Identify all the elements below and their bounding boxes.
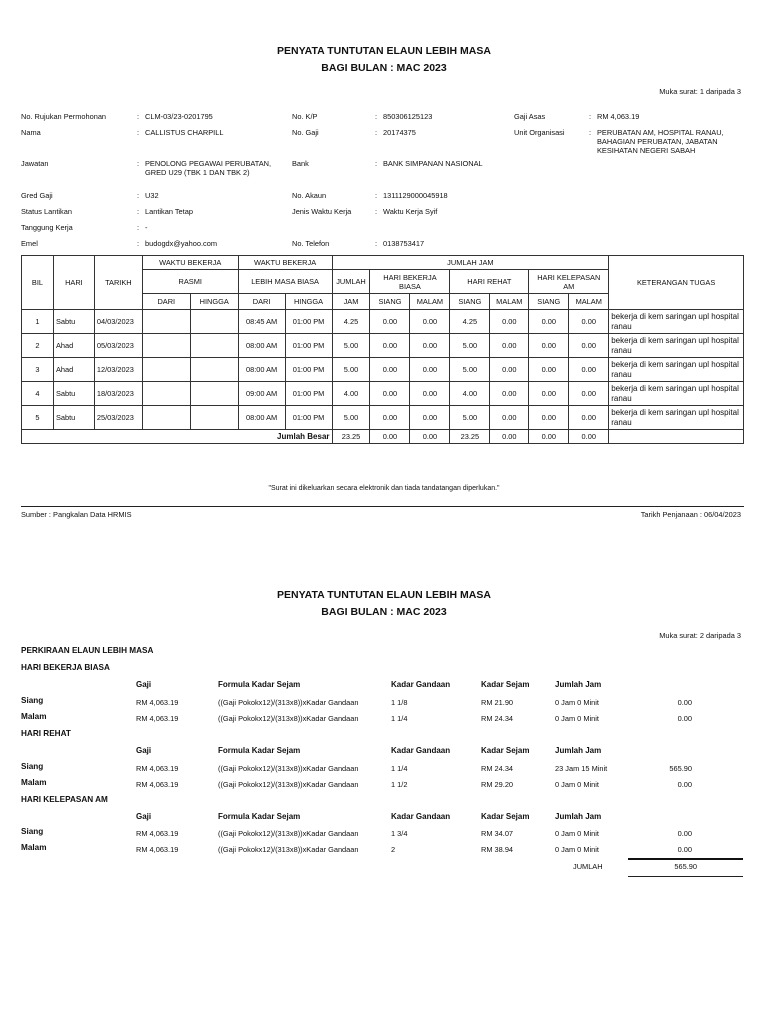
col-sejam: Kadar Sejam	[481, 812, 530, 821]
cell-bil: 5	[22, 406, 54, 430]
cell-jam: 0 Jam 0 Minit	[555, 714, 599, 723]
tanggung-value: -	[145, 223, 148, 232]
cell-kelepasan-malam: 0.00	[569, 334, 609, 358]
cell-gaji: RM 4,063.19	[136, 845, 179, 854]
cell-jam: 23 Jam 15 Minit	[555, 764, 608, 773]
header-siang: SIANG	[370, 294, 410, 310]
gred-label: Gred Gaji	[21, 191, 53, 200]
col-jam: Jumlah Jam	[555, 812, 602, 821]
header-jumlah: JUMLAH	[332, 270, 370, 294]
colon: :	[375, 207, 378, 216]
header-hari-biasa: HARI BEKERJA BIASA	[370, 270, 450, 294]
unit-value: PERUBATAN AM, HOSPITAL RANAU, BAHAGIAN PERUBATAN, JABATAN KESIHATAN NEGERI SABAH	[597, 128, 724, 155]
cell-rehat-siang: 5.00	[450, 406, 490, 430]
colon: :	[137, 223, 140, 232]
cell-kelepasan-siang: 0.00	[529, 310, 569, 334]
col-jam: Jumlah Jam	[555, 680, 602, 689]
cell-lm-dari: 08:00 AM	[238, 358, 285, 382]
col-jam: Jumlah Jam	[555, 746, 602, 755]
page1-title: PENYATA TUNTUTAN ELAUN LEBIH MASA	[277, 45, 491, 57]
cell-lm-dari: 08:00 AM	[238, 406, 285, 430]
cell-lm-hingga: 01:00 PM	[285, 310, 332, 334]
colon: :	[137, 191, 140, 200]
cell-jam: 4.00	[332, 382, 370, 406]
header-hingga: HINGGA	[190, 294, 238, 310]
cell-hingga	[190, 310, 238, 334]
cell-kelepasan-siang: 0.00	[529, 334, 569, 358]
cell-bil: 3	[22, 358, 54, 382]
gaji-asas-value: RM 4,063.19	[597, 112, 640, 121]
row-label-siang: Siang	[21, 827, 44, 836]
cell-gandaan: 2	[391, 845, 396, 854]
cell-biasa-siang: 0.00	[370, 406, 410, 430]
status-value: Lantikan Tetap	[145, 207, 193, 216]
cell-biasa-siang: 0.00	[370, 358, 410, 382]
cell-dari	[142, 358, 190, 382]
kp-label: No. K/P	[292, 112, 318, 121]
cell-biasa-malam: 0.00	[410, 334, 450, 358]
header-malam: MALAM	[569, 294, 609, 310]
header-malam: MALAM	[490, 294, 529, 310]
emel-value: budogdx@yahoo.com	[145, 239, 218, 248]
cell-gaji: RM 4,063.19	[136, 714, 179, 723]
total-kelepasan-siang: 0.00	[529, 430, 569, 444]
table-row	[22, 334, 744, 358]
cell-biasa-siang: 0.00	[370, 382, 410, 406]
cell-tarikh: 05/03/2023	[94, 334, 142, 358]
header-rasmi: RASMI	[142, 270, 238, 294]
cell-lm-dari: 09:00 AM	[238, 382, 285, 406]
section-title: HARI KELEPASAN AM	[21, 795, 108, 804]
jenis-value: Waktu Kerja Syif	[383, 207, 438, 216]
cell-bil: 4	[22, 382, 54, 406]
cell-hingga	[190, 382, 238, 406]
cell-gaji: RM 4,063.19	[136, 764, 179, 773]
page1-page-number: Muka surat: 1 daripada 3	[659, 87, 741, 96]
cell-rehat-malam: 0.00	[490, 406, 529, 430]
cell-dari	[142, 334, 190, 358]
cell-sejam: RM 21.90	[481, 698, 514, 707]
cell-dari	[142, 382, 190, 406]
cell-lm-dari: 08:45 AM	[238, 310, 285, 334]
total-biasa-malam: 0.00	[410, 430, 450, 444]
header-hari: HARI	[53, 256, 94, 310]
cell-biasa-siang: 0.00	[370, 310, 410, 334]
cell-jam: 4.25	[332, 310, 370, 334]
cell-rehat-malam: 0.00	[490, 358, 529, 382]
cell-kelepasan-malam: 0.00	[569, 310, 609, 334]
col-gaji: Gaji	[136, 746, 152, 755]
page1-subtitle: BAGI BULAN : MAC 2023	[321, 62, 447, 74]
header-dari: DARI	[238, 294, 285, 310]
jawatan-value: PENOLONG PEGAWAI PERUBATAN, GRED U29 (TBK 1 DAN TBK 2)	[145, 159, 272, 177]
cell-rehat-malam: 0.00	[490, 382, 529, 406]
cell-lm-hingga: 01:00 PM	[285, 358, 332, 382]
cell-rehat-siang: 5.00	[450, 358, 490, 382]
cell-biasa-malam: 0.00	[410, 382, 450, 406]
cell-rehat-malam: 0.00	[490, 310, 529, 334]
cell-keterangan: bekerja di kem saringan upl hospital ranau	[609, 334, 744, 358]
cell-bil: 1	[22, 310, 54, 334]
colon: :	[375, 128, 378, 137]
cell-hari: Sabtu	[53, 406, 94, 430]
colon: :	[375, 239, 378, 248]
cell-hingga	[190, 358, 238, 382]
col-formula: Formula Kadar Sejam	[218, 746, 301, 755]
cell-sejam: RM 38.94	[481, 845, 514, 854]
nogaji-label: No. Gaji	[292, 128, 319, 137]
cell-kelepasan-siang: 0.00	[529, 358, 569, 382]
cell-bil: 2	[22, 334, 54, 358]
section-title: HARI REHAT	[21, 729, 71, 738]
cell-gandaan: 1 1/4	[391, 714, 408, 723]
cell-formula: ((Gaji Pokokx12)/(313x8))xKadar Gandaan	[218, 780, 359, 789]
total-kelepasan-malam: 0.00	[569, 430, 609, 444]
cell-formula: ((Gaji Pokokx12)/(313x8))xKadar Gandaan	[218, 845, 359, 854]
emel-label: Emel	[21, 239, 38, 248]
header-keterangan: KETERANGAN TUGAS	[609, 256, 744, 310]
cell-amount: 0.00	[677, 829, 692, 838]
cell-kelepasan-siang: 0.00	[529, 406, 569, 430]
colon: :	[137, 112, 140, 121]
cell-kelepasan-malam: 0.00	[569, 406, 609, 430]
header-malam: MALAM	[410, 294, 450, 310]
col-sejam: Kadar Sejam	[481, 746, 530, 755]
cell-jam: 5.00	[332, 406, 370, 430]
tarikh-penjanaan: Tarikh Penjanaan : 06/04/2023	[640, 510, 741, 519]
bank-value: BANK SIMPANAN NASIONAL	[383, 159, 483, 168]
table-row	[22, 406, 744, 430]
cell-biasa-malam: 0.00	[410, 310, 450, 334]
cell-lm-hingga: 01:00 PM	[285, 334, 332, 358]
col-gaji: Gaji	[136, 812, 152, 821]
colon: :	[375, 191, 378, 200]
total-empty	[609, 430, 744, 444]
cell-lm-hingga: 01:00 PM	[285, 382, 332, 406]
header-lebih-masa: LEBIH MASA BIASA	[238, 270, 332, 294]
cell-amount: 0.00	[677, 845, 692, 854]
header-hari-rehat: HARI REHAT	[450, 270, 529, 294]
cell-hingga	[190, 334, 238, 358]
cell-rehat-siang: 5.00	[450, 334, 490, 358]
jumlah-value: 565.90	[674, 862, 697, 871]
colon: :	[375, 159, 378, 168]
header-jam: JAM	[332, 294, 370, 310]
total-biasa-siang: 0.00	[370, 430, 410, 444]
electronic-note: "Surat ini dikeluarkan secara elektronik dan tiada tandatangan diperlukan."	[268, 485, 500, 492]
cell-rehat-malam: 0.00	[490, 334, 529, 358]
header-tarikh: TARIKH	[94, 256, 142, 310]
col-gaji: Gaji	[136, 680, 152, 689]
colon: :	[137, 128, 140, 137]
cell-sejam: RM 24.34	[481, 764, 514, 773]
cell-kelepasan-malam: 0.00	[569, 358, 609, 382]
cell-amount: 0.00	[677, 698, 692, 707]
cell-amount: 565.90	[669, 764, 692, 773]
rujukan-label: No. Rujukan Permohonan	[21, 112, 107, 121]
telefon-value: 0138753417	[383, 239, 425, 248]
cell-hari: Sabtu	[53, 382, 94, 406]
colon: :	[137, 239, 140, 248]
col-gandaan: Kadar Gandaan	[391, 680, 451, 689]
total-line-top	[628, 858, 743, 860]
cell-kelepasan-siang: 0.00	[529, 382, 569, 406]
cell-jam: 0 Jam 0 Minit	[555, 698, 599, 707]
header-siang: SIANG	[529, 294, 569, 310]
cell-gaji: RM 4,063.19	[136, 698, 179, 707]
colon: :	[589, 128, 592, 137]
unit-label: Unit Organisasi	[514, 128, 565, 137]
akaun-value: 1311129000045918	[383, 191, 448, 200]
cell-keterangan: bekerja di kem saringan upl hospital ranau	[609, 310, 744, 334]
cell-formula: ((Gaji Pokokx12)/(313x8))xKadar Gandaan	[218, 714, 359, 723]
gaji-asas-label: Gaji Asas	[514, 112, 546, 121]
header-waktu-bekerja-lm: WAKTU BEKERJA	[238, 256, 332, 270]
total-label: Jumlah Besar	[22, 430, 333, 444]
cell-formula: ((Gaji Pokokx12)/(313x8))xKadar Gandaan	[218, 764, 359, 773]
jenis-label: Jenis Waktu Kerja	[292, 207, 352, 216]
table-row	[22, 310, 744, 334]
cell-lm-hingga: 01:00 PM	[285, 406, 332, 430]
header-hingga: HINGGA	[285, 294, 332, 310]
row-label-siang: Siang	[21, 762, 44, 771]
cell-hari: Sabtu	[53, 310, 94, 334]
akaun-label: No. Akaun	[292, 191, 327, 200]
cell-keterangan: bekerja di kem saringan upl hospital ranau	[609, 382, 744, 406]
cell-amount: 0.00	[677, 714, 692, 723]
cell-jam: 0 Jam 0 Minit	[555, 845, 599, 854]
kp-value: 850306125123	[383, 112, 433, 121]
cell-lm-dari: 08:00 AM	[238, 334, 285, 358]
cell-amount: 0.00	[677, 780, 692, 789]
cell-sejam: RM 29.20	[481, 780, 514, 789]
status-label: Status Lantikan	[21, 207, 72, 216]
cell-gandaan: 1 1/8	[391, 698, 408, 707]
cell-gaji: RM 4,063.19	[136, 829, 179, 838]
cell-jam: 5.00	[332, 358, 370, 382]
header-dari: DARI	[142, 294, 190, 310]
cell-keterangan: bekerja di kem saringan upl hospital ranau	[609, 358, 744, 382]
header-kelepasan: HARI KELEPASAN AM	[529, 270, 609, 294]
nama-value: CALLISTUS CHARPILL	[145, 128, 224, 137]
col-gandaan: Kadar Gandaan	[391, 812, 451, 821]
overtime-table	[21, 255, 744, 444]
page2-page-number: Muka surat: 2 daripada 3	[659, 631, 741, 640]
row-label-malam: Malam	[21, 712, 47, 721]
cell-tarikh: 12/03/2023	[94, 358, 142, 382]
colon: :	[589, 112, 592, 121]
page2-subtitle: BAGI BULAN : MAC 2023	[321, 606, 447, 618]
cell-rehat-siang: 4.25	[450, 310, 490, 334]
cell-dari	[142, 310, 190, 334]
table-row	[22, 358, 744, 382]
section-title: HARI BEKERJA BIASA	[21, 663, 110, 672]
tanggung-label: Tanggung Kerja	[21, 223, 73, 232]
cell-tarikh: 18/03/2023	[94, 382, 142, 406]
colon: :	[137, 207, 140, 216]
table-row	[22, 382, 744, 406]
cell-hingga	[190, 406, 238, 430]
cell-gaji: RM 4,063.19	[136, 780, 179, 789]
nogaji-value: 20174375	[383, 128, 416, 137]
cell-jam: 0 Jam 0 Minit	[555, 780, 599, 789]
total-rehat-siang: 23.25	[450, 430, 490, 444]
cell-sejam: RM 24.34	[481, 714, 514, 723]
cell-tarikh: 04/03/2023	[94, 310, 142, 334]
total-jam: 23.25	[332, 430, 370, 444]
cell-gandaan: 1 3/4	[391, 829, 408, 838]
cell-kelepasan-malam: 0.00	[569, 382, 609, 406]
gred-value: U32	[145, 191, 159, 200]
cell-dari	[142, 406, 190, 430]
row-label-malam: Malam	[21, 778, 47, 787]
header-jumlah-jam: JUMLAH JAM	[332, 256, 609, 270]
total-row	[22, 430, 744, 444]
bank-label: Bank	[292, 159, 309, 168]
total-line-bottom	[628, 876, 743, 877]
footer-divider	[21, 506, 744, 507]
cell-biasa-siang: 0.00	[370, 334, 410, 358]
cell-biasa-malam: 0.00	[410, 358, 450, 382]
page2-title: PENYATA TUNTUTAN ELAUN LEBIH MASA	[277, 589, 491, 601]
header-siang: SIANG	[450, 294, 490, 310]
cell-sejam: RM 34.07	[481, 829, 514, 838]
cell-biasa-malam: 0.00	[410, 406, 450, 430]
colon: :	[137, 159, 140, 168]
sumber: Sumber : Pangkalan Data HRMIS	[21, 510, 132, 519]
row-label-siang: Siang	[21, 696, 44, 705]
cell-jam: 0 Jam 0 Minit	[555, 829, 599, 838]
cell-gandaan: 1 1/4	[391, 764, 408, 773]
cell-gandaan: 1 1/2	[391, 780, 408, 789]
jawatan-label: Jawatan	[21, 159, 49, 168]
col-gandaan: Kadar Gandaan	[391, 746, 451, 755]
cell-jam: 5.00	[332, 334, 370, 358]
colon: :	[375, 112, 378, 121]
row-label-malam: Malam	[21, 843, 47, 852]
cell-hari: Ahad	[53, 358, 94, 382]
cell-hari: Ahad	[53, 334, 94, 358]
col-formula: Formula Kadar Sejam	[218, 812, 301, 821]
header-bil: BIL	[22, 256, 54, 310]
cell-formula: ((Gaji Pokokx12)/(313x8))xKadar Gandaan	[218, 698, 359, 707]
nama-label: Nama	[21, 128, 41, 137]
total-rehat-malam: 0.00	[490, 430, 529, 444]
cell-rehat-siang: 4.00	[450, 382, 490, 406]
cell-tarikh: 25/03/2023	[94, 406, 142, 430]
cell-keterangan: bekerja di kem saringan upl hospital ranau	[609, 406, 744, 430]
jumlah-label: JUMLAH	[573, 862, 603, 871]
cell-formula: ((Gaji Pokokx12)/(313x8))xKadar Gandaan	[218, 829, 359, 838]
col-sejam: Kadar Sejam	[481, 680, 530, 689]
header-waktu-bekerja: WAKTU BEKERJA	[142, 256, 238, 270]
col-formula: Formula Kadar Sejam	[218, 680, 301, 689]
calc-heading: PERKIRAAN ELAUN LEBIH MASA	[21, 646, 154, 655]
telefon-label: No. Telefon	[292, 239, 330, 248]
rujukan-value: CLM-03/23-0201795	[145, 112, 213, 121]
